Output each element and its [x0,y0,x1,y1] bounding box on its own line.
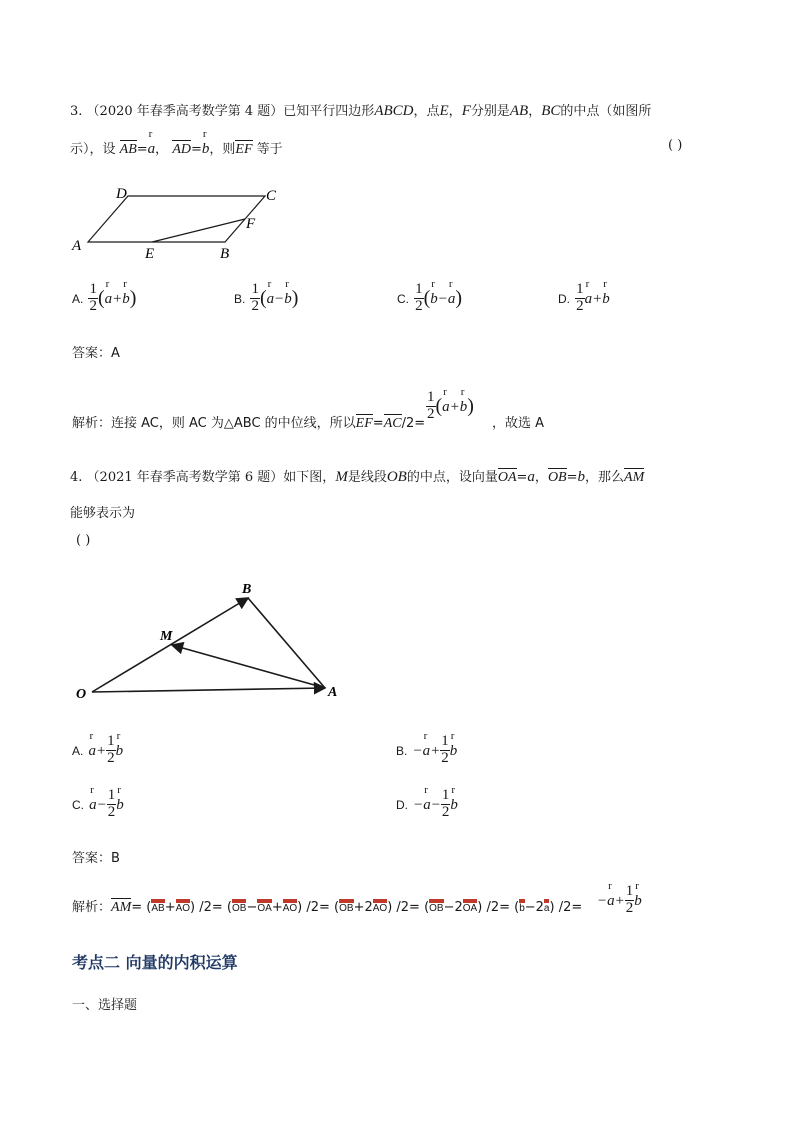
q3-stem-line2: 示），设 AB=r a， AD=r b，则EF 等于 [70,138,283,158]
frac-den: 2 [427,405,435,422]
q3-ab: AB [509,103,529,119]
q4-stem-line1 [70,466,644,486]
op: + [271,900,283,915]
q3-analysis-tail: ，故选 A [492,416,545,431]
q4-am-vector: AM [624,470,645,485]
q3-analysis-expr [426,390,474,423]
q4-analysis [72,896,582,915]
ob-vec: OB [232,899,246,914]
frac-num: 1 [251,281,259,297]
oa-vec: OA [257,899,271,914]
q4-stem-b: 是线段 [347,470,387,485]
fig-label-a: A [72,238,82,254]
frac-num: 1 [427,389,435,405]
vec-a: r a [89,797,97,814]
q4-number: 4. [70,470,83,485]
am-overline: AM [111,900,132,915]
operator: − [96,796,107,813]
operator: − [437,290,448,307]
option-label: B. [396,743,408,758]
paren: ) [467,394,474,417]
segment-ab [248,598,325,688]
frac-num: 1 [625,883,634,899]
q4-option-a [72,734,123,767]
frac-den: 2 [441,803,450,820]
fig-label-f: F [246,216,256,232]
q4-eq1: = [516,470,528,485]
q3-eq2: = [190,142,202,157]
q3-bc: BC [541,103,561,119]
vector-ob [92,598,248,692]
b-vec: b [519,899,525,914]
fraction [441,788,451,821]
q3-answer: 答案：A [72,346,120,361]
vec-b: r b [634,893,642,910]
vec-a: r a [423,797,431,814]
q3-number: 3. [70,104,83,119]
q4-answer: 答案：B [72,851,120,866]
q4-stem-c: 的中点，设向量 [406,470,498,485]
q3-parallelogram-figure [60,180,300,270]
vector-oa [92,688,325,692]
vec-right: r a [448,291,456,308]
q4-oa-vector: OA [497,470,517,485]
section-heading: 考点二 向量的内积运算 [72,953,238,972]
segment-ef [152,219,245,242]
paren: ( [259,286,267,309]
vec-left: r a [585,291,593,308]
section-subheading: 一、选择题 [72,998,138,1013]
q3-line2-a: 示），设 [70,142,116,157]
fraction [106,734,116,767]
q3-analysis [72,412,425,431]
vec-b: r b [450,743,458,760]
fraction [250,282,260,315]
frac-num: 1 [107,733,115,749]
q3-vec-a: r a [148,141,156,158]
div2: /2= [401,416,426,431]
q3-stem-e: 的中点（如图所 [560,104,652,119]
q4-answer-blank: ( ) [76,533,91,548]
option-label: A. [72,291,84,306]
paren: ( [435,394,443,417]
fig-label-b: B [220,246,230,262]
q4-comma: ， [534,470,548,485]
fig-label-m: M [160,629,173,644]
vec-a: r a [607,893,615,910]
q3-ad-vector: AD [172,142,191,157]
q4-option-c [72,788,124,821]
vec-b: r b [116,797,124,814]
frac-num: 1 [415,281,423,297]
fraction [88,282,98,315]
paren: ( [423,286,431,309]
ef-overline: EF [355,416,373,431]
operator: + [614,892,625,909]
fig-label-a: A [328,685,338,700]
step: ) /2= ( [477,900,520,915]
option-label: D. [396,797,408,812]
vec-b: r b [450,797,458,814]
operator: + [112,290,123,307]
frac-den: 2 [89,297,97,314]
option-label: C. [72,797,84,812]
operator: + [592,290,603,307]
q3-answer-blank: ( ) [668,138,683,153]
step: = ( [131,900,152,915]
vec-left: r a [267,291,275,308]
frac-den: 2 [107,749,115,766]
vec-a: r a [88,743,96,760]
operator: − [274,290,285,307]
q3-stem-c: 分别是 [470,104,510,119]
frac-den: 2 [107,803,116,820]
prefix: − [597,892,608,909]
q3-comma: ， [448,104,462,119]
q3-option-d [558,282,610,315]
vector-am [172,645,325,688]
q4-ob-vector: OB [547,470,567,485]
vec-b: r b [116,743,124,760]
fig-label-d: D [116,186,127,202]
ao-vec: AO [283,899,297,914]
q3-option-c [397,282,462,315]
parallelogram-abcd [88,196,265,242]
q4-eq2: = [566,470,578,485]
vec-left: r a [442,399,450,416]
q3-stem-b: ，点 [413,104,440,119]
q4-option-b [396,734,457,767]
q3-stem-a: （2020 年春季高考数学第 4 题）已知平行四边形 [86,104,375,119]
step: ) /2= ( [190,900,232,915]
q4-analysis-final [597,884,642,917]
option-label: B. [234,291,246,306]
oa-vec: OA [463,899,477,914]
q4-stem-d: ，那么 [585,470,625,485]
ao-vec: AO [373,899,387,914]
frac-den: 2 [576,297,584,314]
fig-label-c: C [266,188,277,204]
op: − [246,900,258,915]
ob-vec: OB [429,899,443,914]
paren: ( [97,286,105,309]
a-vec: a [544,899,550,914]
operator: + [430,742,441,759]
q3-stem-line1 [70,100,651,120]
frac-den: 2 [441,749,449,766]
prefix: − [412,742,423,759]
ob-vec: OB [339,899,353,914]
q3-line2-b: ，则 [209,142,236,157]
frac-num: 1 [441,787,450,803]
fig-label-e: E [145,246,155,262]
frac-num: 1 [107,787,116,803]
eq: = [372,416,384,431]
op: +2 [353,900,373,915]
fig-label-b: B [242,582,252,597]
fraction [107,788,117,821]
fraction [414,282,424,315]
frac-den: 2 [251,297,259,314]
step: ) /2= ( [387,900,430,915]
step: ) /2= [549,900,583,915]
q4-triangle-figure [70,574,360,704]
op: + [164,900,176,915]
fig-label-o: O [76,687,87,702]
q4-m: M [335,469,348,485]
q3-vec-b: r b [202,141,210,158]
frac-den: 2 [415,297,423,314]
vec-right: r b [122,291,130,308]
fraction [625,884,635,917]
step: ) /2= ( [297,900,340,915]
q3-option-b [234,282,298,315]
paren: ) [291,286,299,309]
analysis-label: 解析： [72,900,112,915]
operator: − [430,796,441,813]
q3-option-a [72,282,136,315]
vec-right: r b [602,291,610,308]
vec-left: r b [430,291,438,308]
option-label: D. [558,291,570,306]
frac-num: 1 [441,733,449,749]
paren: ) [455,286,463,309]
paren: ) [129,286,137,309]
q4-option-d [396,788,458,821]
op: −2 [524,900,544,915]
q3-eq1: = [136,142,148,157]
fraction [426,390,436,423]
q4-ob: OB [386,469,407,485]
q3-line2-c: 等于 [256,142,283,157]
analysis-text: 解析：连接 AC，则 AC 为△ABC 的中位线，所以 [72,416,356,431]
vec-right: r b [460,399,468,416]
q3-point-f: F [461,103,471,119]
option-label: C. [397,291,409,306]
q4-a: a [527,469,535,485]
fraction [440,734,450,767]
ab-vec: AB [151,899,164,914]
option-label: A. [72,743,84,758]
op: −2 [443,900,463,915]
q3-ab-vector: AB [119,142,137,157]
operator: + [95,742,107,759]
ao-vec: AO [176,899,190,914]
q3-stem-d: ， [528,104,542,119]
frac-num: 1 [576,281,584,297]
q4-stem-a: （2021 年春季高考数学第 6 题）如下图， [86,470,336,485]
frac-num: 1 [89,281,97,297]
q3-ef-vector: EF [235,142,253,157]
vec-right: r b [284,291,292,308]
vec-a: r a [423,743,431,760]
q3-abcd: ABCD [374,103,414,119]
ac-overline: AC [383,416,402,431]
fraction [575,282,585,315]
prefix: − [413,796,424,813]
q4-stem-line2: 能够表示为 [70,506,136,521]
vec-left: r a [105,291,113,308]
operator: + [449,398,460,415]
q3-point-e: E [439,103,449,119]
frac-den: 2 [625,899,634,916]
q4-b: b [577,469,586,485]
